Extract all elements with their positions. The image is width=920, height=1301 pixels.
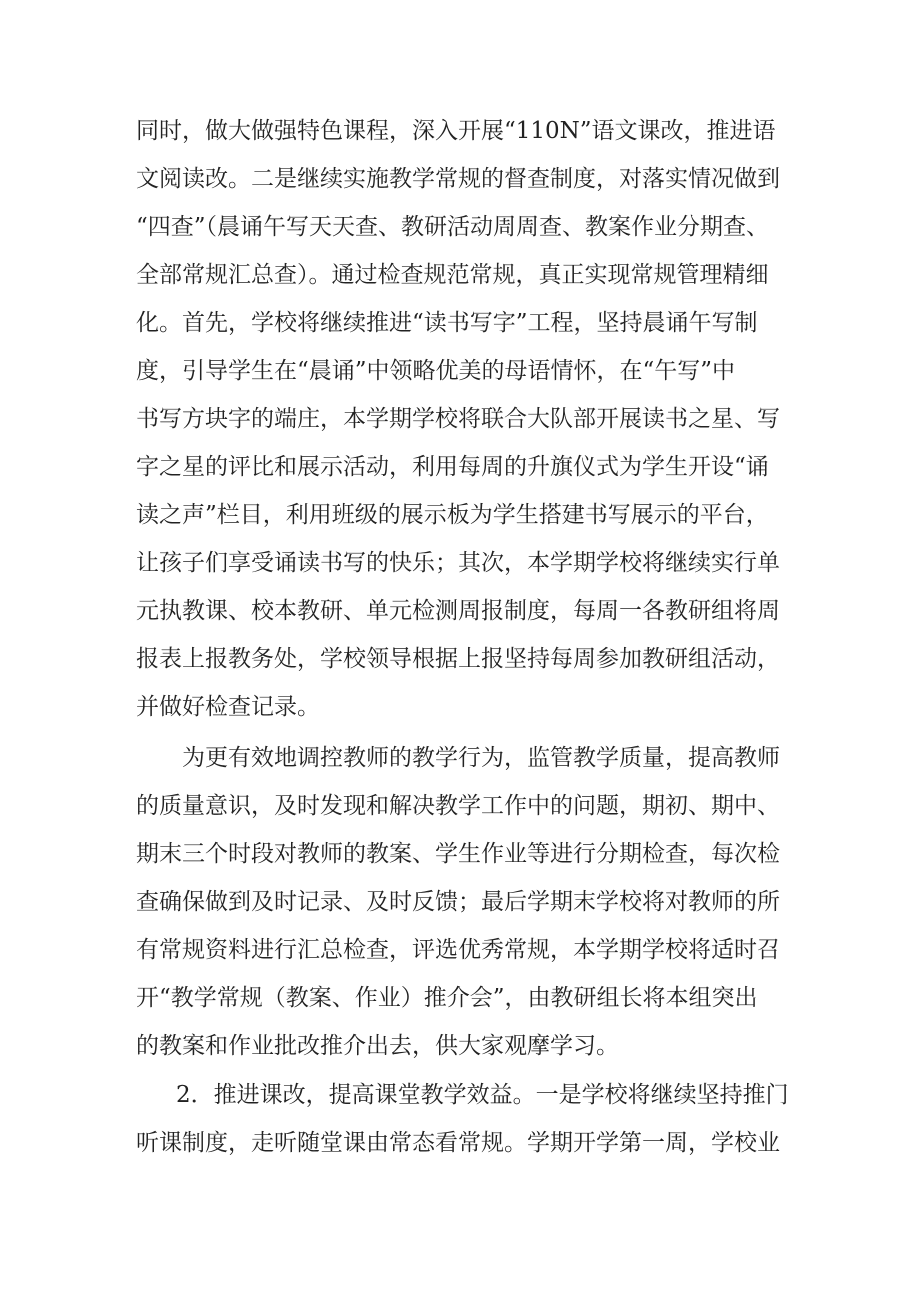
- text-line: 文阅读改。二是继续实施教学常规的督查制度，对落实情况做到: [136, 166, 780, 192]
- text-line: 元执教课、校本教研、单元检测周报制度，每周一各教研组将周: [136, 598, 780, 624]
- text-line: 的质量意识，及时发现和解决教学工作中的问题，期初、期中、: [136, 793, 780, 819]
- text-line: 查确保做到及时记录、及时反馈；最后学期末学校将对教师的所: [136, 889, 780, 915]
- text-line: 并做好检查记录。: [136, 694, 320, 720]
- text-line: 为更有效地调控教师的教学行为，监管教学质量，提高教师: [182, 745, 780, 771]
- text-line: 的教案和作业批改推介出去，供大家观摩学习。: [136, 1033, 619, 1059]
- text-line: 全部常规汇总查）。通过检查规范常规，真正实现常规管理精细: [136, 262, 769, 288]
- text-line: 听课制度，走听随堂课由常态看常规。学期开学第一周，学校业: [136, 1130, 780, 1156]
- text-line: 期末三个时段对教师的教案、学生作业等进行分期检查，每次检: [136, 841, 780, 867]
- text-line: 开“教学常规（教案、作业）推介会”，由教研组长将本组突出: [136, 985, 758, 1011]
- text-line: 化。首先，学校将继续推进“读书写字”工程，坚持晨诵午写制: [136, 310, 758, 336]
- text-line: 书写方块字的端庄，本学期学校将联合大队部开展读书之星、写: [136, 406, 780, 432]
- text-line: 让孩子们享受诵读书写的快乐；其次，本学期学校将继续实行单: [136, 550, 780, 576]
- text-line: 2．推进课改，提高课堂教学效益。一是学校将继续坚持推门: [176, 1082, 789, 1108]
- text-line: 同时，做大做强特色课程，深入开展“110N”语文课改，推进语: [136, 118, 776, 144]
- text-line: 字之星的评比和展示活动，利用每周的升旗仪式为学生开设“诵: [136, 454, 769, 480]
- text-line: 度，引导学生在“晨诵”中领略优美的母语情怀，在“午写”中: [136, 358, 736, 384]
- text-line: 报表上报教务处，学校领导根据上报坚持每周参加教研组活动，: [136, 646, 780, 672]
- text-line: “四查”（晨诵午写天天查、教研活动周周查、教案作业分期查、: [136, 214, 770, 240]
- text-line: 有常规资料进行汇总检查，评选优秀常规，本学期学校将适时召: [136, 937, 780, 963]
- text-line: 读之声”栏目，利用班级的展示板为学生搭建书写展示的平台，: [136, 502, 769, 528]
